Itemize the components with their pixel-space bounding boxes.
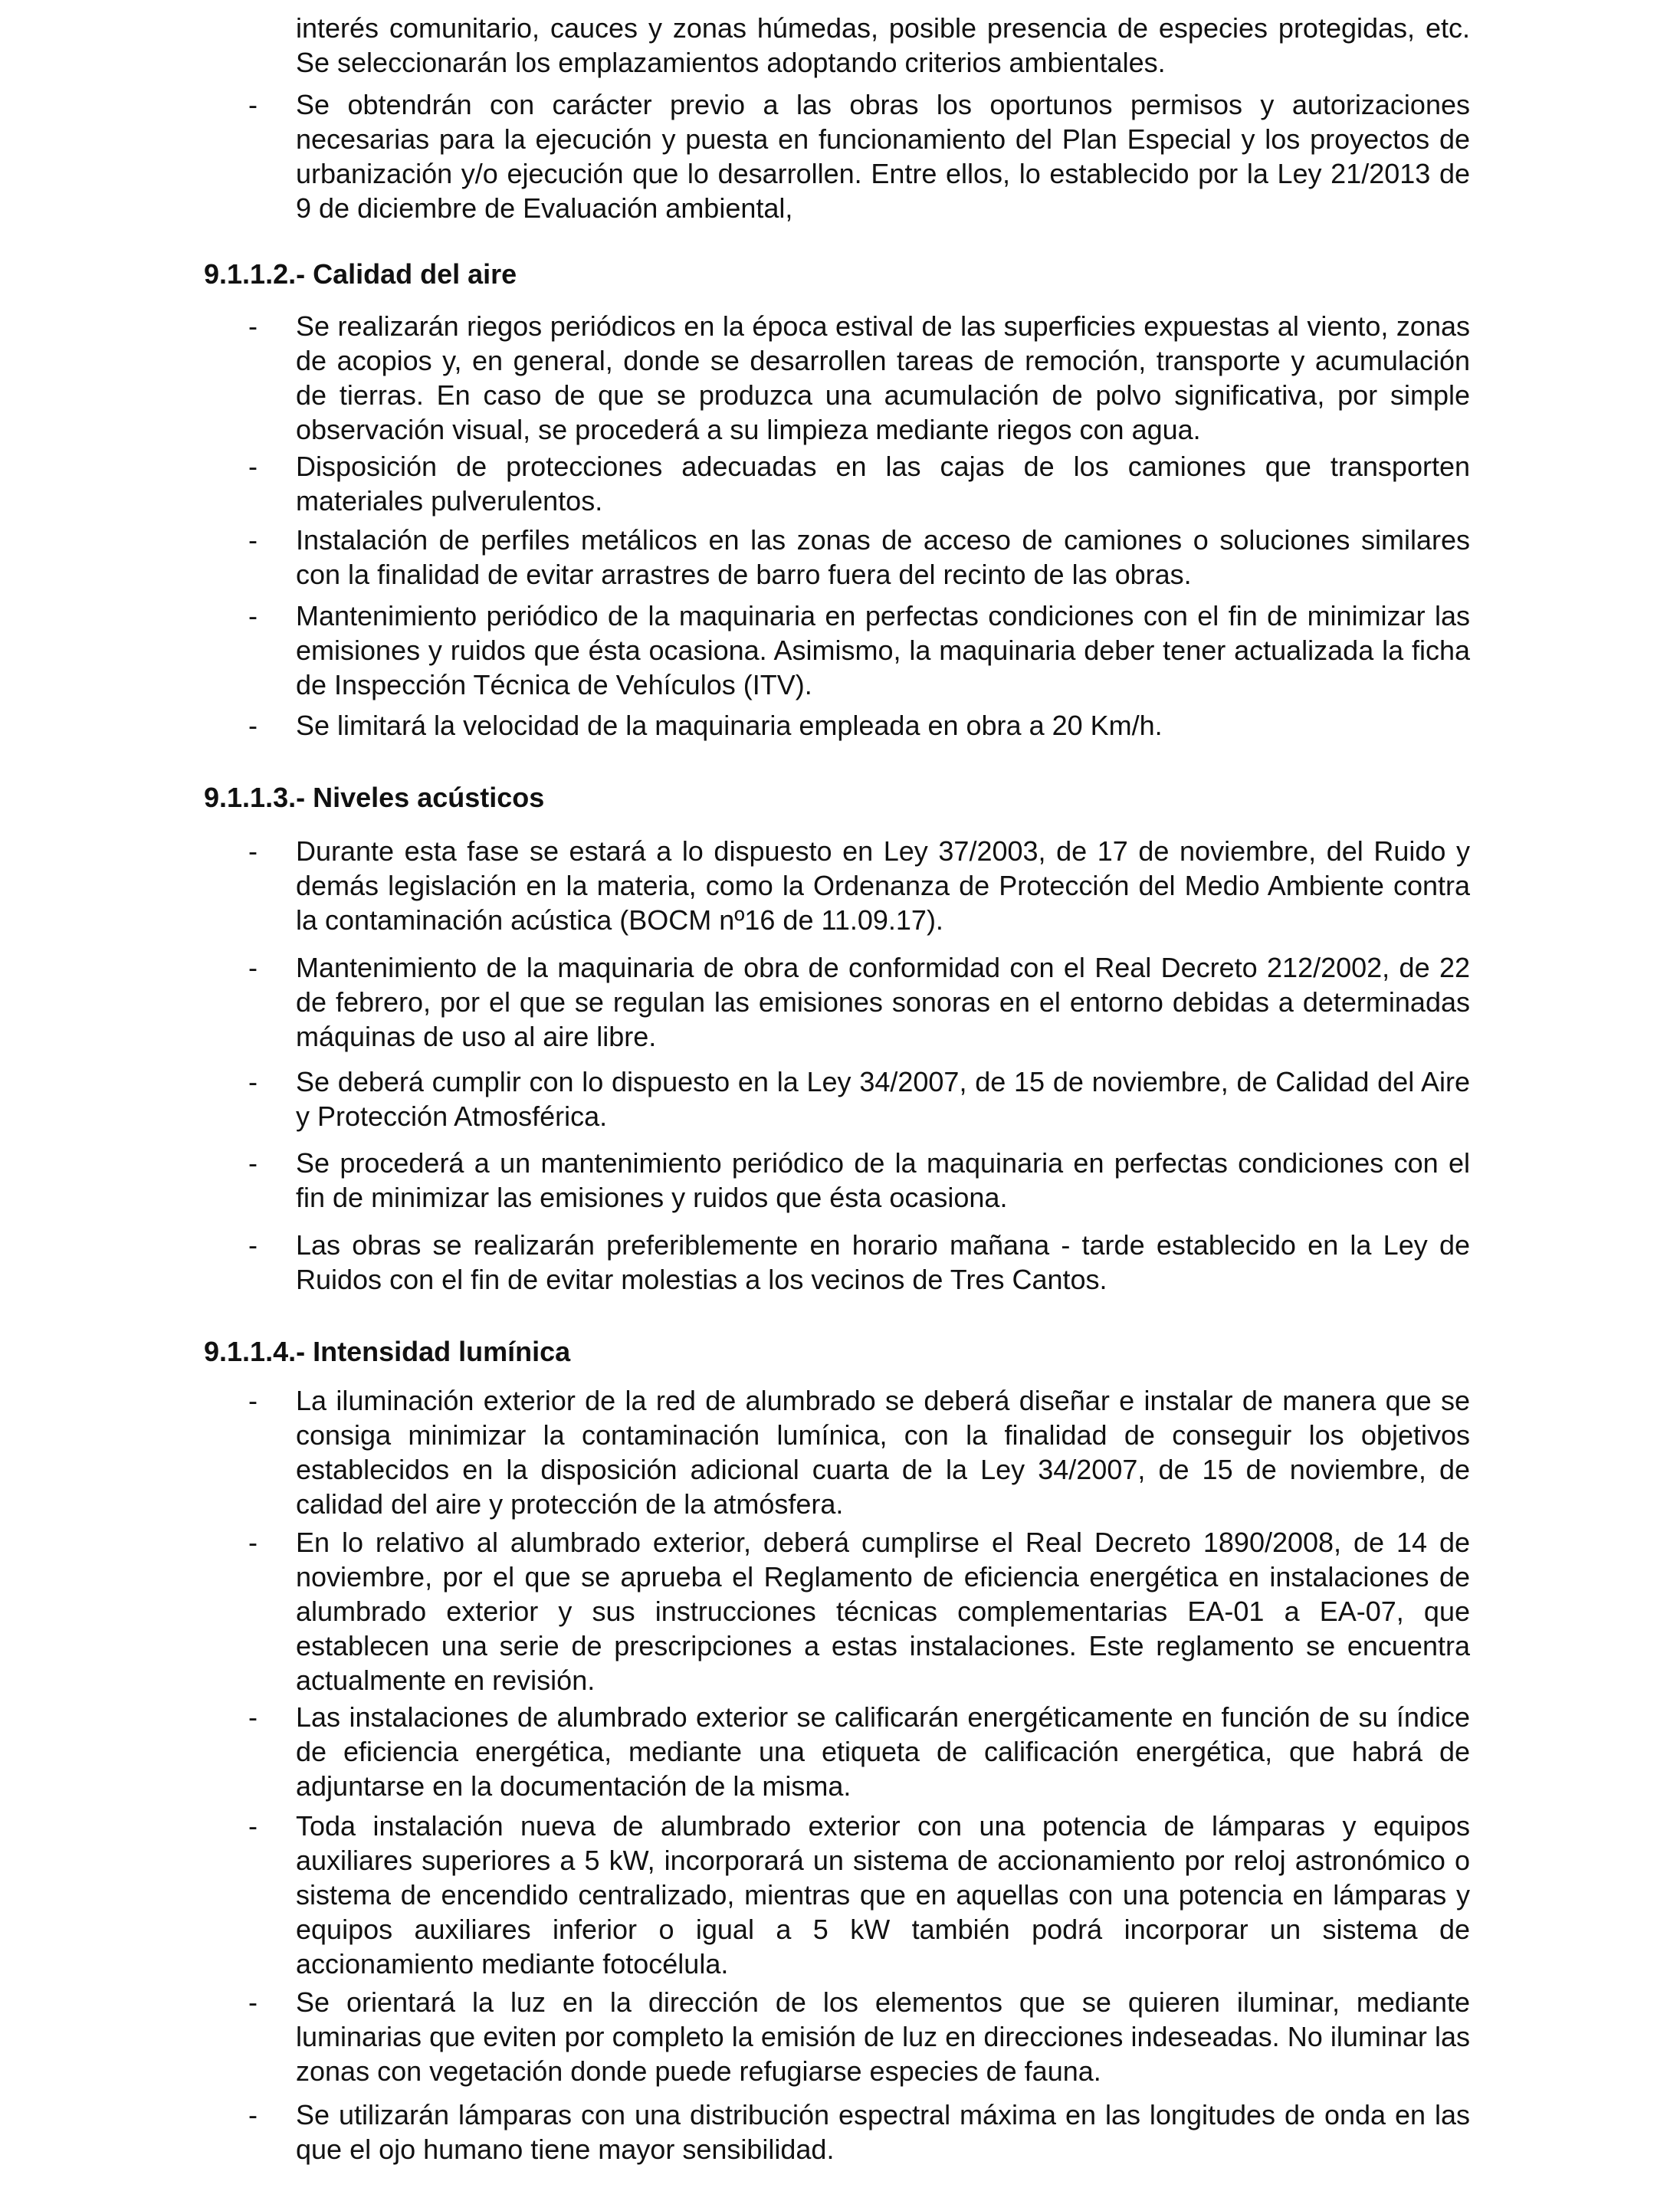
list-item: Se utilizarán lámparas con una distribución espectral máxima en las longitudes de onda en las que el ojo humano tiene mayor sensibilidad. [296,2099,1470,2165]
bullet-dash: - [248,835,258,867]
bullet-dash: - [248,89,258,120]
list-item: Se procederá a un mantenimiento periódico de la maquinaria en perfectas condiciones con el fin de minimizar las emisiones y ruidos que ésta ocasiona. [296,1147,1470,1213]
bullet-dash: - [248,451,258,482]
section-number: 9.1.1.3.- [204,782,306,813]
bullet-dash: - [248,600,258,631]
list-item: Las instalaciones de alumbrado exterior se calificarán energéticamente en función de su índice de eficiencia energética, mediante una etiqueta de calificación energética, que habrá de adjuntarse en la documentación de la misma. [296,1701,1470,1802]
section-heading-calidad-aire [204,257,517,291]
bullet-dash: - [248,2099,258,2130]
list-item: Mantenimiento de la maquinaria de obra de conformidad con el Real Decreto 212/2002, de 22 de febrero, por el que se regulan las emisiones sonoras en el entorno debidas a determinadas máquinas de uso al aire libre. [296,952,1470,1052]
bullet-dash: - [248,1527,258,1558]
list-item: Disposición de protecciones adecuadas en las cajas de los camiones que transporten materiales pulverulentos. [296,451,1470,517]
bullet-dash: - [248,1810,258,1842]
list-item: En lo relativo al alumbrado exterior, deberá cumplirse el Real Decreto 1890/2008, de 14 de noviembre, por el que se aprueba el Reglamento de eficiencia energética en instalaciones de alumbrado exterior y sus instrucciones técnicas complementarias EA-01 a EA-07, que establecen una serie de prescripciones a estas instalaciones. Este reglamento se encuentra actualmente en revisión. [296,1527,1470,1696]
list-item: Se deberá cumplir con lo dispuesto en la Ley 34/2007, de 15 de noviembre, de Calidad del Aire y Protección Atmosférica. [296,1066,1470,1132]
section-title: Niveles acústicos [313,782,545,813]
section-number: 9.1.1.4.- [204,1336,306,1367]
list-item: Toda instalación nueva de alumbrado exterior con una potencia de lámparas y equipos auxiliares superiores a 5 kW, incorporará un sistema de accionamiento por reloj astronómico o sistema de encendido centralizado, mientras que en aquellas con una potencia en lámparas y equipos auxiliares inferior o igual a 5 kW también podrá incorporar un sistema de accionamiento mediante fotocélula. [296,1810,1470,1980]
bullet-dash: - [248,1147,258,1179]
bullet-dash: - [248,1986,258,2018]
continuation-paragraph: interés comunitario, cauces y zonas húmedas, posible presencia de especies protegidas, etc. Se seleccionarán los emplazamientos adoptando criterios ambientales. [296,12,1470,78]
section-title: Intensidad lumínica [313,1336,571,1367]
bullet-dash: - [248,310,258,342]
section-number: 9.1.1.2.- [204,258,306,290]
list-item: Durante esta fase se estará a lo dispuesto en Ley 37/2003, de 17 de noviembre, del Ruido y demás legislación en la materia, como la Ordenanza de Protección del Medio Ambiente contra la contaminación acústica (BOCM nº16 de 11.09.17). [296,835,1470,936]
bullet-dash: - [248,1385,258,1416]
bullet-dash: - [248,952,258,983]
list-item: Las obras se realizarán preferiblemente en horario mañana - tarde establecido en la Ley de Ruidos con el fin de evitar molestias a los vecinos de Tres Cantos. [296,1229,1470,1295]
list-item: Se orientará la luz en la dirección de los elementos que se quieren iluminar, mediante luminarias que eviten por completo la emisión de luz en direcciones indeseadas. No iluminar las zonas con vegetación donde puede refugiarse especies de fauna. [296,1986,1470,2087]
list-item: Se realizarán riegos periódicos en la época estival de las superficies expuestas al viento, zonas de acopios y, en general, donde se desarrollen tareas de remoción, transporte y acumulación de tierras. En caso de que se produzca una acumulación de polvo significativa, por simple observación visual, se procederá a su limpieza mediante riegos con agua. [296,310,1470,445]
section-heading-intensidad-luminica [204,1334,570,1369]
bullet-dash: - [248,1701,258,1733]
bullet-dash: - [248,524,258,556]
section-title: Calidad del aire [313,258,517,290]
list-item: Mantenimiento periódico de la maquinaria en perfectas condiciones con el fin de minimizar las emisiones y ruidos que ésta ocasiona. Asimismo, la maquinaria deber tener actualizada la ficha de Inspección Técnica de Vehículos (ITV). [296,600,1470,700]
bullet-dash: - [248,710,258,741]
list-item: La iluminación exterior de la red de alumbrado se deberá diseñar e instalar de manera que se consiga minimizar la contaminación lumínica, con la finalidad de conseguir los objetivos establecidos en la disposición adicional cuarta de la Ley 34/2007, de 15 de noviembre, de calidad del aire y protección de la atmósfera. [296,1385,1470,1520]
list-item: Instalación de perfiles metálicos en las zonas de acceso de camiones o soluciones similares con la finalidad de evitar arrastres de barro fuera del recinto de las obras. [296,524,1470,590]
list-item: Se obtendrán con carácter previo a las obras los oportunos permisos y autorizaciones necesarias para la ejecución y puesta en funcionamiento del Plan Especial y los proyectos de urbanización y/o ejecución que lo desarrollen. Entre ellos, lo establecido por la Ley 21/2013 de 9 de diciembre de Evaluación ambiental, [296,89,1470,224]
section-heading-niveles-acusticos [204,780,544,815]
bullet-dash: - [248,1229,258,1261]
bullet-dash: - [248,1066,258,1097]
list-item: Se limitará la velocidad de la maquinaria empleada en obra a 20 Km/h. [296,710,1163,741]
